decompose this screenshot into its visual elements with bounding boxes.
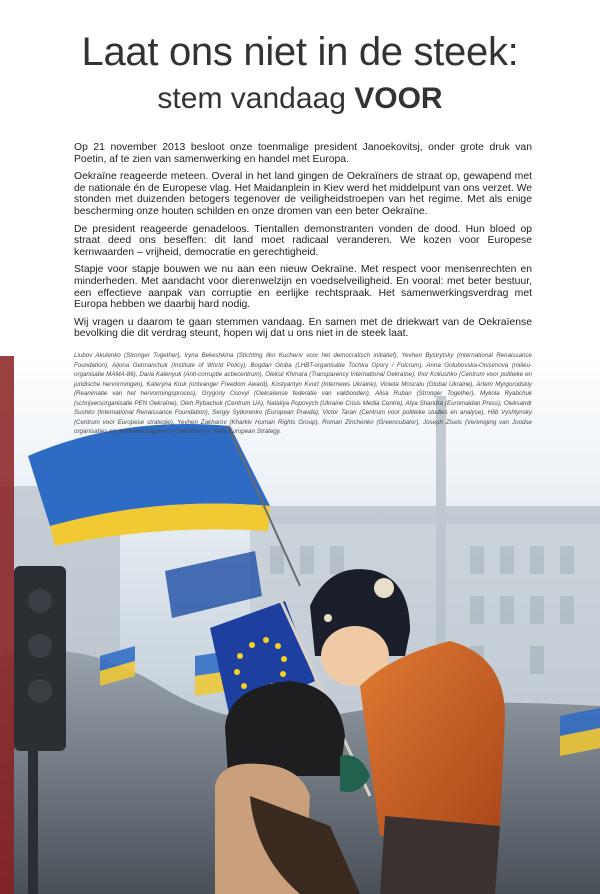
paragraph: Op 21 november 2013 besloot onze toenmalige president Janoekovitsj, onder grote druk van Poetin, af te zien van samenwerking en handel met Europa. (74, 142, 532, 165)
subheadline-emphasis: VOOR (354, 82, 443, 115)
headline: Laat ons niet in de steek: (81, 30, 519, 74)
subheadline-prefix: stem vandaag (157, 82, 346, 115)
paragraph: Oekraïne reageerde meteen. Overal in het land gingen de Oekraïners de straat op, gewapend met de nationale én de Europese vlag. Het Maidanplein in Kiev werd het middelpunt van ons verzet. We stonden met duizenden betogers tegenover de veiligheidstroepen van het regime. Met als enige bescherming onze houten schilden en onze dromen van een beter Oekraïne. (74, 171, 532, 217)
paragraph: Wij vragen u daarom te gaan stemmen vandaag. En samen met de driekwart van de Oekraïense bevolking die dit verdrag steunt, hopen wij dat u ons niet in de steek laat. (74, 316, 532, 340)
paragraph: Stapje voor stapje bouwen we nu aan een nieuw Oekraïne. Met respect voor mensenrechten en minderheden. Met aandacht voor dierenwelzijn en voedselveiligheid. En vooral: met beter bestuur, een effectieve aanpak van corruptie en eerlijke rechtspraak. Het samenwerkingsverdrag met Europa hebben we daarbij hard nodig. (74, 264, 532, 311)
paragraph: De president reageerde genadeloos. Tientallen demonstranten vonden de dood. Hun bloed op straat deed ons beseffen: dit land moet radicaal veranderen. We kozen voor Europese kernwaarden – vrijheid, democratie en gerechtigheid. (74, 223, 532, 258)
body-text (74, 142, 532, 346)
signatories-list: Liubov Akulenko (Stronger Together), Iryna Bekeshkina (Stichting Ilko Kucheriv voor het democratisch initiatief), Yevhen Bystrytsky (International Renaissance Foundation), Aljona Getmanchuk (Institute of World Policy), Bogdan Globa (LHBT-organisatie Tochka Opory / Fulcrum), Anna Golubovska-Onisimova (milieu-organisatie MAMA-86), Daria Kalenyuk (Anti-corruptie actiecentrum), Oleksii Khmara (Transparency International Oekraïne), Ihor Koliushko (Centrum voor politieke en juridische hervormingen), Kateryna Kruk (ontvanger Freedom Award), Kostyantyn Kvurt (Internews Ukraine), Violeta Moscalu (Global Ukraine), Artem Myrgorodskiy (Reanimatie van het hervormingsproces), Grygoriy Osovyi (Oekraïense federatie van vakbonden), Alisa Ruban (Stronger Together), Mykola Ryabchuk (schrijversorganisatie PEN Oekraïne), Oleh Rybachuk (Centrum UA), Nataliya Popovych (Ukraine Crisis Media Centre), Alya Shandra (Euromaidan Press), Oleksandr Sushko (International Renaissance Foundation), Sergiy Sydorenko (European Pravda), Victor Taran (Centrum voor politieke studies en analyse), Hlib Vyshlynsky (Centrum voor Europese strategie), Yevhen Zakharov (Kharkiv Human Rights Group), Roman Zinchenko (Greencubator), Joseph Zisels (Vereniging van Joodse organisaties en gemeenschappen in Oekraïne) en Yalta European Strategy. (74, 352, 532, 435)
subheadline (0, 82, 600, 116)
